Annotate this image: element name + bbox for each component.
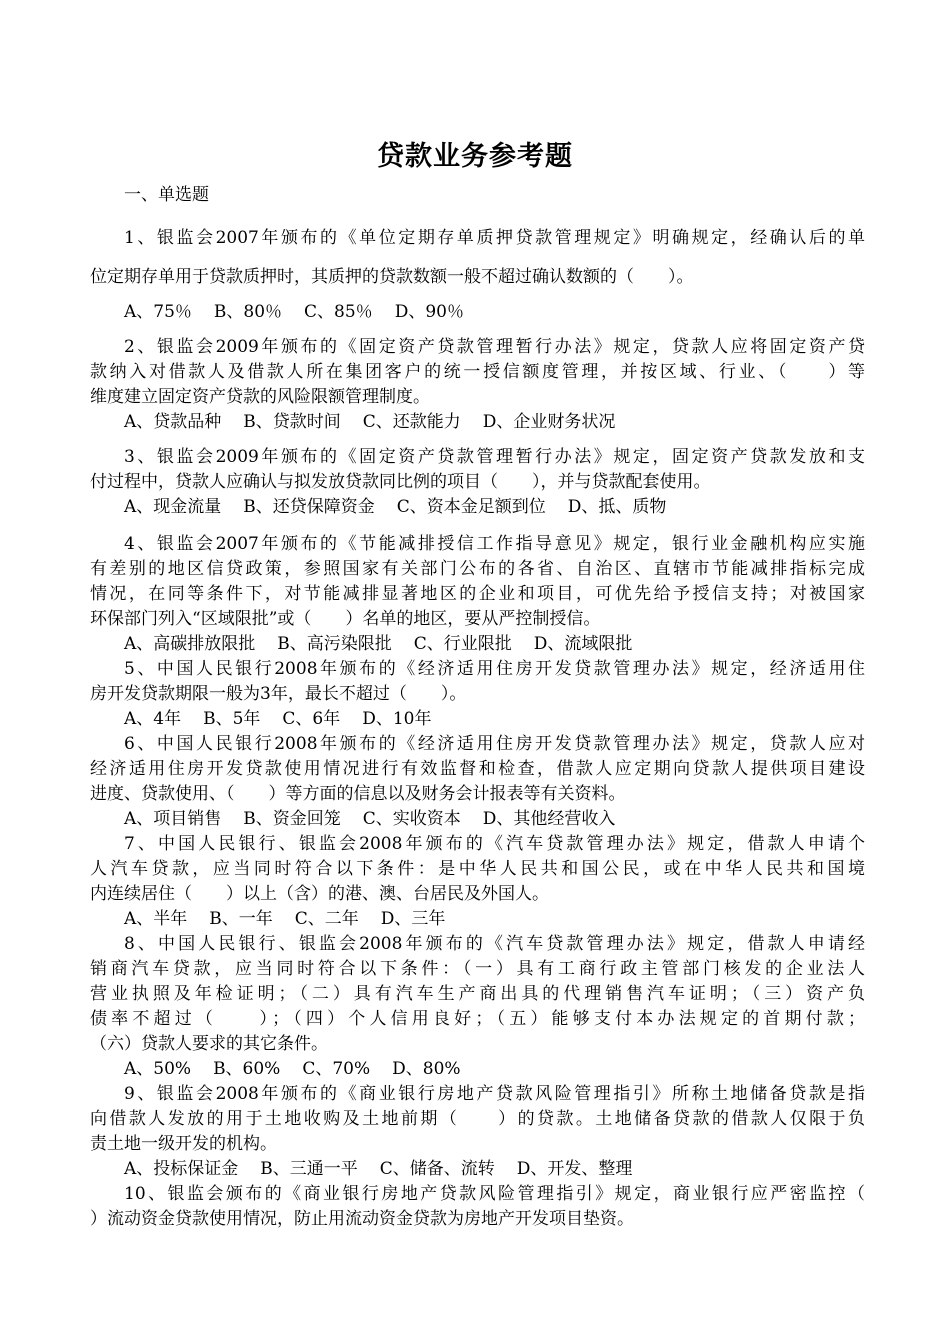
option-b: B、高污染限批 — [277, 634, 392, 654]
question-1-options — [124, 297, 865, 322]
question-7-line: 内连续居住（ ）以上（含）的港、澳、台居民及外国人。 — [90, 884, 549, 904]
option-c: C、实收资本 — [362, 809, 461, 829]
question-3-line: 3、银监会2009年颁布的《固定资产贷款管理暂行办法》规定，固定资产贷款发放和支 — [124, 447, 865, 467]
option-d: D、三年 — [380, 909, 446, 929]
option-d: D、其他经营收入 — [482, 809, 616, 829]
option-a: A、半年 — [124, 909, 188, 929]
question-10-line: ）流动资金贷款使用情况，防止用流动资金贷款为房地产开发项目垫资。 — [90, 1209, 634, 1229]
option-d: D、企业财务状况 — [482, 412, 616, 432]
question-4-options — [124, 629, 865, 654]
question-7-options — [124, 904, 865, 929]
option-b: B、5年 — [203, 709, 261, 729]
document-title: 贷款业务参考题 — [377, 141, 573, 172]
question-8-line: 8、中国人民银行、银监会2008年颁布的《汽车贷款管理办法》规定，借款人申请经 — [124, 934, 865, 954]
option-a: A、50% — [124, 1059, 192, 1079]
question-9-line: 9、银监会2008年颁布的《商业银行房地产贷款风险管理指引》所称土地储备贷款是指 — [124, 1084, 865, 1104]
option-b: B、资金回笼 — [243, 809, 341, 829]
question-5-line: 5、中国人民银行2008年颁布的《经济适用住房开发贷款管理办法》规定，经济适用住 — [124, 659, 865, 679]
option-b: B、还贷保障资金 — [243, 497, 375, 517]
option-b: B、80％ — [213, 302, 283, 322]
option-a: A、75％ — [124, 302, 192, 322]
question-4-line: 4、银监会2007年颁布的《节能减排授信工作指导意见》规定，银行业金融机构应实施 — [124, 534, 865, 554]
question-9-options — [124, 1154, 865, 1179]
question-1-line: 1、银监会2007年颁布的《单位定期存单质押贷款管理规定》明确规定，经确认后的单 — [124, 228, 865, 248]
question-8-options — [124, 1054, 865, 1079]
question-2-line: 款纳入对借款人及借款人所在集团客户的统一授信额度管理，并按区域、行业、（ ）等 — [90, 362, 865, 382]
question-8-line: 销商汽车贷款，应当同时符合以下条件：（一）具有工商行政主管部门核发的企业法人 — [90, 959, 865, 979]
question-3-line: 付过程中，贷款人应确认与拟发放贷款同比例的项目（ ），并与贷款配套使用。 — [90, 472, 711, 492]
question-7-line: 人汽车贷款，应当同时符合以下条件：是中华人民共和国公民，或在中华人民共和国境 — [90, 859, 865, 879]
question-6-options — [124, 804, 865, 829]
question-4-line: 情况，在同等条件下，对节能减排显著地区的企业和项目，可优先给予授信支持；对被国家 — [90, 584, 865, 604]
question-3-options — [124, 492, 865, 517]
question-5-line: 房开发贷款期限一般为3年，最长不超过（ ）。 — [90, 684, 467, 704]
option-d: D、开发、整理 — [516, 1159, 633, 1179]
option-a: A、投标保证金 — [124, 1159, 239, 1179]
question-5-options — [124, 704, 865, 729]
option-c: C、还款能力 — [362, 412, 461, 432]
question-8-line: 营业执照及年检证明；（二）具有汽车生产商出具的代理销售汽车证明；（三）资产负 — [90, 984, 865, 1004]
option-c: C、85％ — [304, 302, 373, 322]
question-9-line: 责土地一级开发的机构。 — [90, 1134, 277, 1154]
option-c: C、70% — [302, 1059, 371, 1079]
question-1-line: 位定期存单用于贷款质押时，其质押的贷款数额一般不超过确认数额的（ ）。 — [90, 267, 694, 287]
option-b: B、贷款时间 — [243, 412, 341, 432]
question-2-line: 2、银监会2009年颁布的《固定资产贷款管理暂行办法》规定，贷款人应将固定资产贷 — [124, 337, 865, 357]
option-c: C、资本金足额到位 — [396, 497, 546, 517]
question-9-line: 向借款人发放的用于土地收购及土地前期（ ）的贷款。土地储备贷款的借款人仅限于负 — [90, 1109, 865, 1129]
option-c: C、二年 — [294, 909, 359, 929]
option-c: C、储备、流转 — [379, 1159, 495, 1179]
option-d: D、90％ — [394, 302, 464, 322]
option-b: B、一年 — [209, 909, 273, 929]
question-2-line: 维度建立固定资产贷款的风险限额管理制度。 — [90, 387, 430, 407]
option-c: C、6年 — [282, 709, 341, 729]
option-b: B、60% — [213, 1059, 281, 1079]
question-6-line: 进度、贷款使用、（ ）等方面的信息以及财务会计报表等有关资料。 — [90, 784, 626, 804]
option-d: D、抵、质物 — [567, 497, 667, 517]
question-4-line: 环保部门列入“区域限批”或（ ）名单的地区，要从严控制授信。 — [90, 609, 601, 629]
option-a: A、4年 — [124, 709, 182, 729]
question-6-line: 6、中国人民银行2008年颁布的《经济适用住房开发贷款管理办法》规定，贷款人应对 — [124, 734, 865, 754]
section-heading: 一、单选题 — [124, 185, 209, 205]
question-7-line: 7、中国人民银行、银监会2008年颁布的《汽车贷款管理办法》规定，借款人申请个 — [124, 834, 865, 854]
option-a: A、项目销售 — [124, 809, 222, 829]
option-a: A、高碳排放限批 — [124, 634, 256, 654]
question-8-line: （六）贷款人要求的其它条件。 — [90, 1034, 328, 1054]
option-c: C、行业限批 — [413, 634, 512, 654]
option-d: D、80% — [392, 1059, 461, 1079]
question-8-line: 债率不超过（ ）；（四）个人信用良好；（五）能够支付本办法规定的首期付款； — [90, 1009, 865, 1029]
question-6-line: 经济适用住房开发贷款使用情况进行有效监督和检查，借款人应定期向贷款人提供项目建设 — [90, 759, 865, 779]
option-d: D、10年 — [362, 709, 432, 729]
option-d: D、流域限批 — [533, 634, 633, 654]
question-10-line: 10、银监会颁布的《商业银行房地产贷款风险管理指引》规定，商业银行应严密监控（ — [124, 1184, 865, 1204]
question-4-line: 有差别的地区信贷政策，参照国家有关部门公布的各省、自治区、直辖市节能减排指标完成 — [90, 559, 865, 579]
question-2-options — [124, 407, 865, 432]
option-a: A、现金流量 — [124, 497, 222, 517]
option-b: B、三通一平 — [260, 1159, 358, 1179]
option-a: A、贷款品种 — [124, 412, 222, 432]
